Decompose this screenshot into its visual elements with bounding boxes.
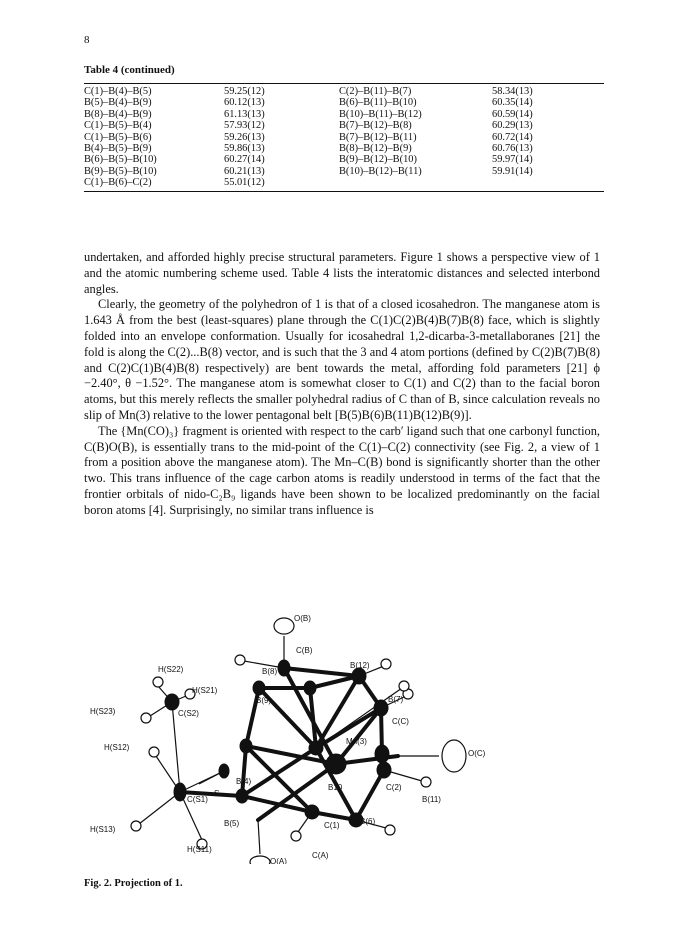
table-cell: B(10)–B(11)–B(12) <box>339 108 422 120</box>
table-cell: 59.97(14) <box>492 154 533 166</box>
atom-label: B(8) <box>262 667 278 676</box>
atom-label: C(1) <box>324 821 340 830</box>
table-cell: C(1)–B(5)–B(4) <box>84 120 152 132</box>
atom-label: B(6) <box>360 817 376 826</box>
paragraph: Clearly, the geometry of the polyhedron of 1 is that of a closed icosahedron. The manganese atom is 1.643 Å from the best (least-squares) plane through the C(1)C(2)B(4)B(7)B(8) face, which is slightly folded into an envelope conformation. Usually for icosahedral 1,2-dicarba-3-metallaboranes [21] the fold is along the C(2)...B(8) vector, and is such that the 3 and 4 atom portions (defined by C(2)B(7)B(8) and C(2)C(1)B(4)B(8) respectively) are bent towards the metal, affording fold parameters [21] ϕ −2.40°, θ −1.52°. The manganese atom is somewhat closer to C(1) and C(2) than to the facial boron atoms, but this merely reflects the smaller polyhedral radius of C than of B, since calculation reveals no slip of Mn(3) relative to the lower pentagonal belt [B(5)B(6)B(11)B(12)B(9)]. <box>84 297 600 422</box>
table-cell: B(7)–B(12)–B(11) <box>339 131 417 143</box>
atom-label: C(S1) <box>187 795 208 804</box>
atom-label: B(9) <box>256 696 272 705</box>
table-row <box>84 177 604 191</box>
figure-caption: Fig. 2. Projection of 1. <box>84 878 183 889</box>
atom-label: H(S22) <box>158 665 184 674</box>
atom-label: B10 <box>328 783 343 792</box>
atom-label: B(7) <box>388 695 404 704</box>
table-cell: 60.21(13) <box>224 165 265 177</box>
atom-label: B(5) <box>224 819 240 828</box>
page-number: 8 <box>84 34 90 46</box>
table-cell: C(2)–B(11)–B(7) <box>339 84 492 98</box>
table-row <box>84 132 604 143</box>
atom-label: C(B) <box>296 646 313 655</box>
table-cell: B(9)–B(5)–B(10) <box>84 165 157 177</box>
table-cell: 59.91(14) <box>492 165 533 177</box>
body-text <box>84 250 600 519</box>
table-cell: B(5)–B(4)–B(9) <box>84 97 152 109</box>
table-cell: B(9)–B(12)–B(10) <box>339 154 417 166</box>
table-cell: C(1)–B(4)–B(5) <box>84 84 224 98</box>
table-cell <box>339 177 492 191</box>
atom-label: H(S11) <box>187 845 212 854</box>
table-cell: 61.13(13) <box>224 108 265 120</box>
table-cell: 60.29(13) <box>492 120 533 132</box>
table-cell: 60.76(13) <box>492 143 533 155</box>
table-caption: Table 4 (continued) <box>84 64 175 76</box>
atom-label: H(S13) <box>90 825 116 834</box>
ortep-figure <box>84 606 600 864</box>
table-cell: B(4)–B(5)–B(9) <box>84 143 152 155</box>
table-cell <box>492 177 604 191</box>
table-cell: 57.93(12) <box>224 120 265 132</box>
table-row <box>84 97 604 108</box>
atom-label: H(S12) <box>104 743 130 752</box>
table-row <box>84 166 604 177</box>
table-cell: 60.27(14) <box>224 154 265 166</box>
atom-label: Mn(3) <box>346 737 367 746</box>
table-cell: 58.34(13) <box>492 84 604 98</box>
table-cell: C(1)–B(6)–C(2) <box>84 177 224 191</box>
table-cell: 60.12(13) <box>224 97 265 109</box>
molecule-drawing <box>84 606 600 864</box>
table-cell: B(8)–B(12)–B(9) <box>339 143 412 155</box>
table-cell: 60.72(14) <box>492 131 533 143</box>
atom-label: O(B) <box>294 614 311 623</box>
table-cell: B(10)–B(12)–B(11) <box>339 165 422 177</box>
paragraph: The {Mn(CO)₃} fragment is oriented with respect to the carb′ ligand such that one carbonyl function, C(B)O(B), is essentially trans to the mid-point of the C(1)–C(2) connectivity (see Fig. 2, a view of 1 from a position above the manganese atom). The Mn–C(B) bond is significantly shorter than the other two. This trans influence of the cage carbon atoms is readily understood in terms of the fact that the frontier orbitals of nido-C₂B₉ ligands have been shown to be localized predominantly on the facial boron atoms [4]. Surprisingly, no similar trans influence is <box>84 423 601 517</box>
atom-label: S <box>214 789 220 798</box>
paragraph: undertaken, and afforded highly precise structural parameters. Figure 1 shows a perspective view of 1 and the atomic numbering scheme used. Table 4 lists the interatomic distances and selected interbond angles. <box>84 250 600 296</box>
table-row <box>84 109 604 120</box>
table-cell: 59.86(13) <box>224 143 265 155</box>
table-cell: B(8)–B(4)–B(9) <box>84 108 152 120</box>
table-row <box>84 154 604 165</box>
table-cell: B(6)–B(5)–B(10) <box>84 154 157 166</box>
table-cell: 55.01(12) <box>224 177 339 191</box>
table-cell: 59.25(12) <box>224 84 339 98</box>
atom-label: B(12) <box>350 661 370 670</box>
table-cell: C(1)–B(5)–B(6) <box>84 131 152 143</box>
atom-label: C(C) <box>392 717 409 726</box>
table-cell: B(7)–B(12)–B(8) <box>339 120 412 132</box>
table-row <box>84 120 604 131</box>
table-cell: B(6)–B(11)–B(10) <box>339 97 417 109</box>
table-cell: 60.59(14) <box>492 108 533 120</box>
angles-table <box>84 83 604 192</box>
table-row <box>84 143 604 154</box>
atom-label: C(S2) <box>178 709 199 718</box>
atom-label: C(A) <box>312 851 329 860</box>
atom-label: C(2) <box>386 783 402 792</box>
table-row <box>84 84 604 98</box>
atom-label: B(4) <box>236 777 252 786</box>
atom-label: O(A) <box>270 857 287 864</box>
atom-label: B(11) <box>422 795 441 804</box>
atom-label: H(S23) <box>90 707 116 716</box>
atom-label: H(S21) <box>192 686 218 695</box>
table-cell: 60.35(14) <box>492 97 533 109</box>
atom-label: O(C) <box>468 749 486 758</box>
table-cell: 59.26(13) <box>224 131 265 143</box>
